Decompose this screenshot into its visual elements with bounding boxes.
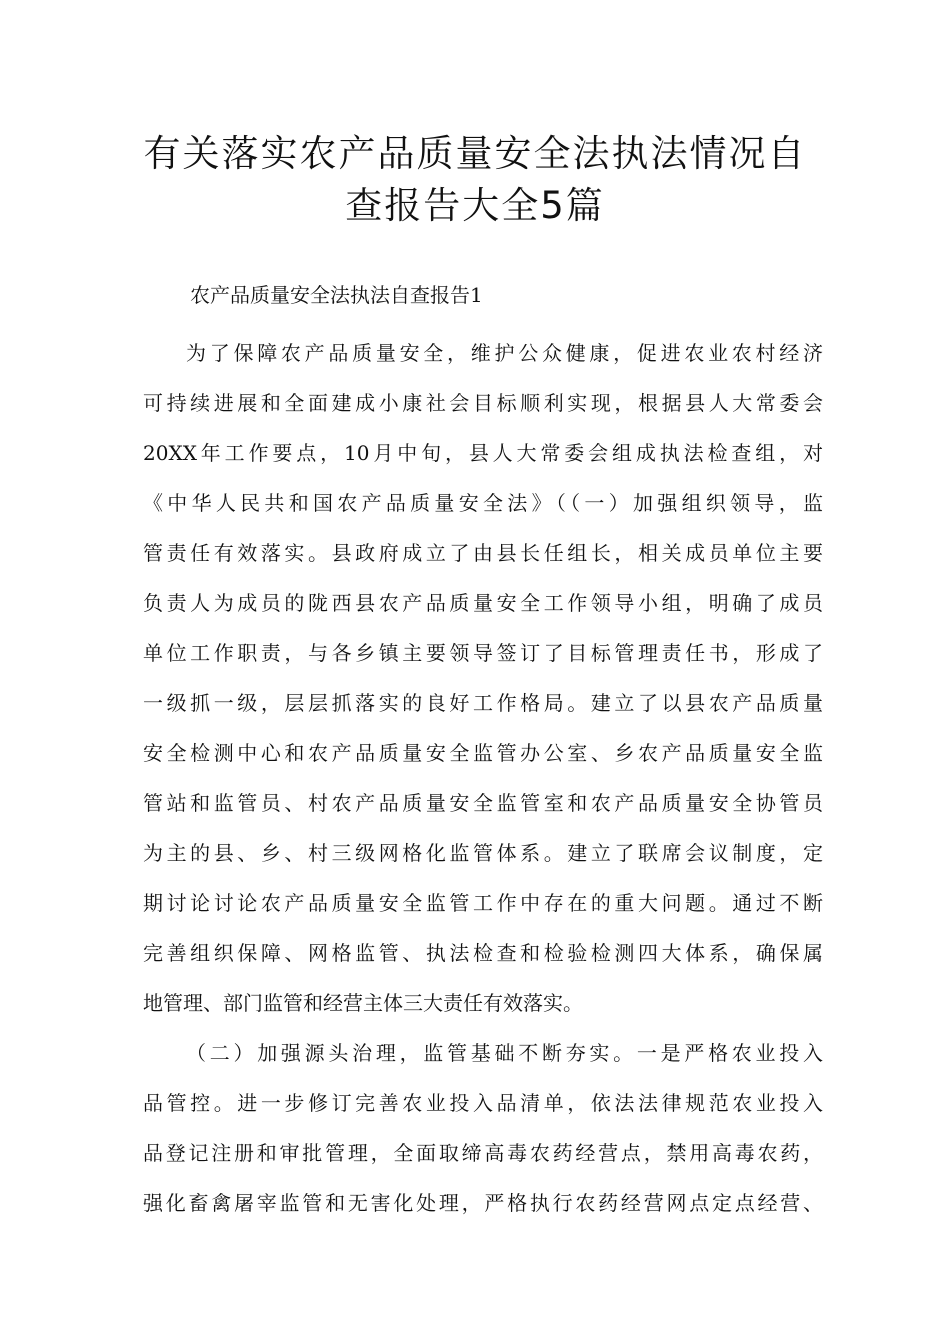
body-line: 可持续进展和全面建成小康社会目标顺利实现，根据县人大常委会 xyxy=(143,391,823,415)
body-line: 为主的县、乡、村三级网格化监管体系。建立了联席会议制度，定 xyxy=(143,841,823,865)
body-line: 为了保障农产品质量安全，维护公众健康，促进农业农村经济 xyxy=(186,341,823,365)
title-line-1: 有关落实农产品质量安全法执法情况自 xyxy=(143,132,807,175)
body-line: 管站和监管员、村农产品质量安全监管室和农产品质量安全协管员 xyxy=(143,791,823,815)
body-line: 品登记注册和审批管理，全面取缔高毒农药经营点，禁用高毒农药， xyxy=(143,1141,823,1165)
body-line: 负责人为成员的陇西县农产品质量安全工作领导小组，明确了成员 xyxy=(143,591,823,615)
title-line-2: 查报告大全5篇 xyxy=(345,184,605,227)
body-line: 单位工作职责，与各乡镇主要领导签订了目标管理责任书，形成了 xyxy=(143,641,823,665)
body-line: 强化畜禽屠宰监管和无害化处理，严格执行农药经营网点定点经营、 xyxy=(143,1191,823,1215)
body-line: 期讨论讨论农产品质量安全监管工作中存在的重大问题。通过不断 xyxy=(143,891,823,915)
document-title xyxy=(110,128,840,232)
body-line: （二）加强源头治理，监管基础不断夯实。一是严格农业投入 xyxy=(186,1041,823,1065)
report-subtitle: 农产品质量安全法执法自查报告1 xyxy=(190,283,483,307)
body-line: 完善组织保障、网格监管、执法检查和检验检测四大体系，确保属 xyxy=(143,941,823,965)
body-line: 管责任有效落实。县政府成立了由县长任组长，相关成员单位主要 xyxy=(143,541,823,565)
body-line: 品管控。进一步修订完善农业投入品清单，依法法律规范农业投入 xyxy=(143,1091,823,1115)
body-text xyxy=(143,334,823,1234)
body-line: 《中华人民共和国农产品质量安全法》（（一）加强组织领导，监 xyxy=(143,491,823,515)
body-line: 安全检测中心和农产品质量安全监管办公室、乡农产品质量安全监 xyxy=(143,741,823,765)
body-line: 一级抓一级，层层抓落实的良好工作格局。建立了以县农产品质量 xyxy=(143,691,823,715)
body-line: 地管理、部门监管和经营主体三大责任有效落实。 xyxy=(143,991,583,1015)
body-line: 20XX年工作要点，10月中旬，县人大常委会组成执法检查组，对 xyxy=(143,441,823,465)
